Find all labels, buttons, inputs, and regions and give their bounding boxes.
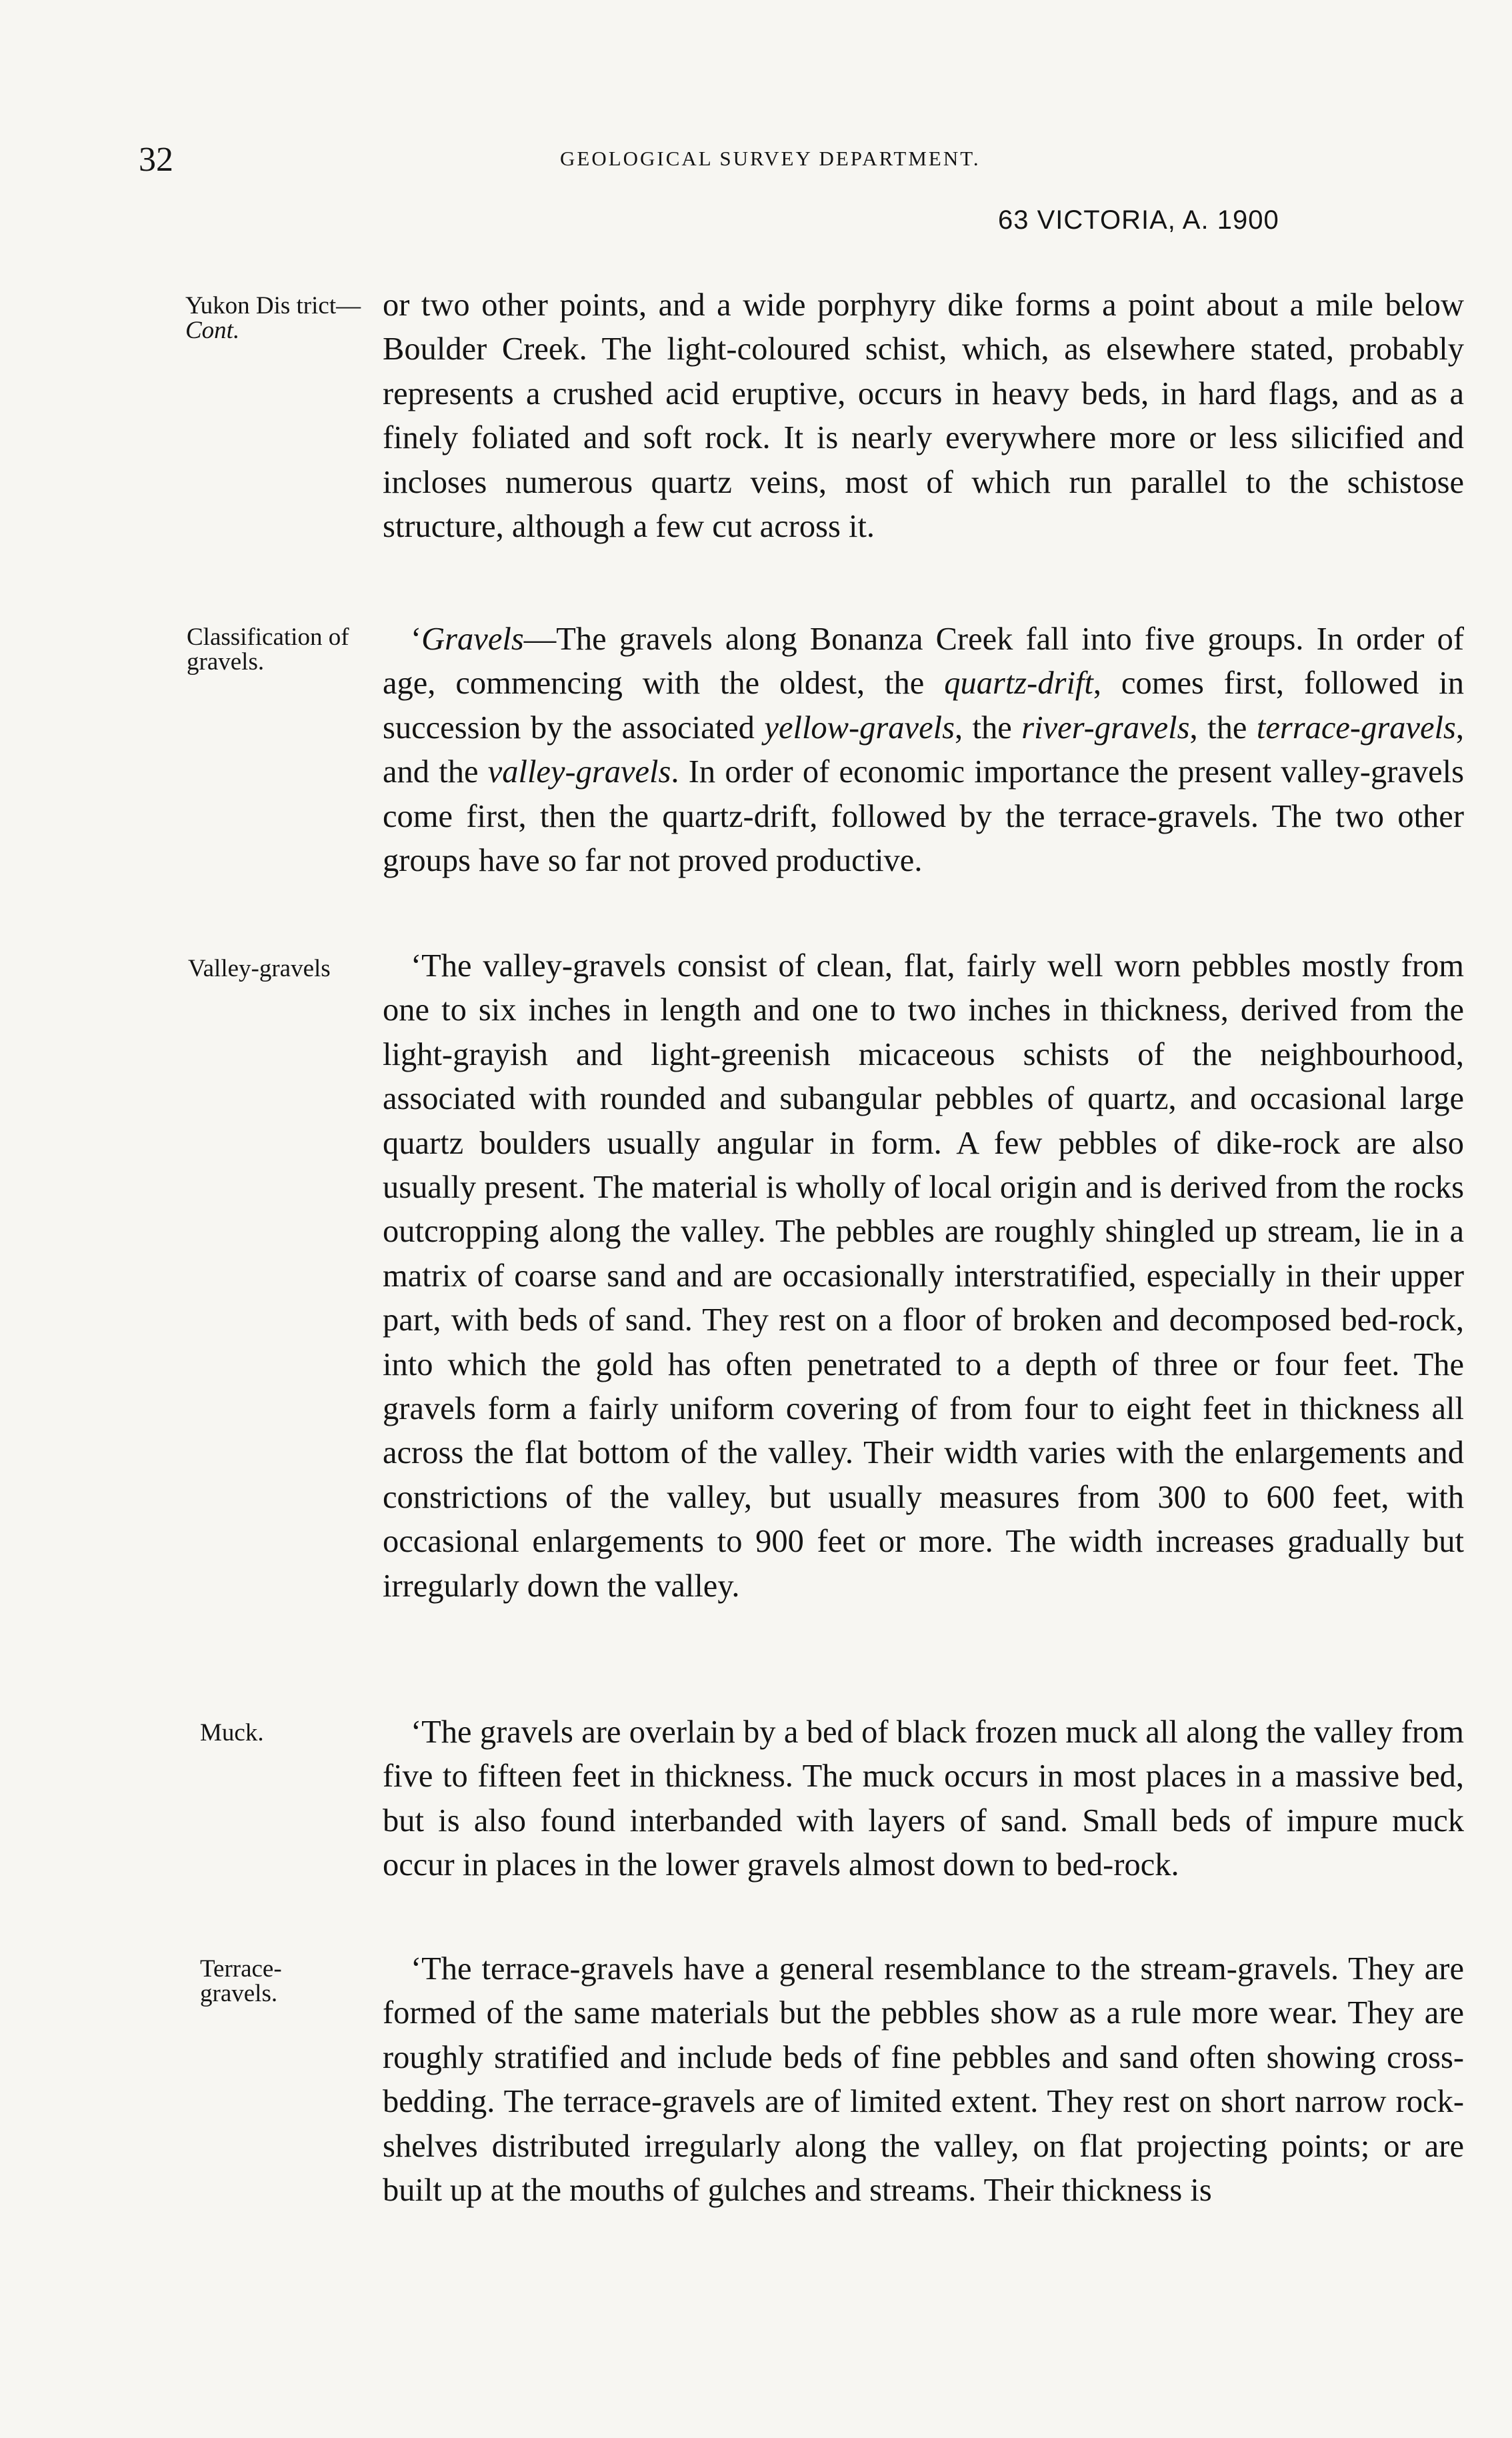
session-label: 63 VICTORIA, A. 1900 <box>998 205 1279 235</box>
term-yellow-gravels: yellow-gravels <box>764 710 955 746</box>
margin-note-classification: Classification of gravels. <box>187 624 349 676</box>
margin-note-muck: Muck. <box>200 1719 264 1746</box>
open-quote: ‘ <box>411 622 422 657</box>
term-terrace-gravels: terrace-gravels <box>1256 710 1456 746</box>
margin-note-yukon <box>185 293 392 343</box>
term-quartz-drift: quartz-drift <box>944 666 1093 702</box>
margin-note-yukon-text: Yukon Dis trict— <box>185 292 361 319</box>
margin-note-terrace-gravels: Terrace-gravels. <box>200 1955 282 2007</box>
paragraph-muck: ‘The gravels are overlain by a bed of black frozen muck all along the valley from five to fifteen feet in thickness. The muck occurs in most places in a massive bed, but is also found interbanded with layers of sand. Small beds of impure muck occur in places in the lower gravels almost down to bed-rock. <box>383 1714 1464 1883</box>
text-run: —The gravels along Bonanza Creek fall into five groups. In order of age, commencing with the oldest, the <box>383 622 1464 702</box>
paragraph-continued: or two other points, and a wide porphyry dike forms a point about a mile below Boulder Creek. The light-coloured schist, which, as elsewhere stated, probably represents a crushed acid eruptive, occurs in heavy beds, in hard flags, and as a finely foliated and soft rock. It is nearly everywhere more or less silicified and incloses numerous quartz veins, most of which run parallel to the schistose structure, although a few cut across it. <box>383 287 1464 545</box>
paragraph-valley-gravels: ‘The valley-gravels consist of clean, flat, fairly well worn pebbles mostly from one to six inches in length and one to two inches in thickness, derived from the light-grayish and light-greenish micaceous schists of the neighbourhood, associated with rounded and subangular pebbles of quartz, and occasional large quartz boulders usually angular in form. A few pebbles of dike-rock are also usually present. The material is wholly of local origin and is derived from the rocks outcropping along the valley. The pebbles are roughly shingled up stream, lie in a matrix of coarse sand and are occasionally interstratified, especially in their upper part, with beds of sand. They rest on a floor of broken and decomposed bed-rock, into which the gold has often penetrated to a depth of three or four feet. The gravels form a fairly uniform covering of from four to eight feet in thickness all across the flat bottom of the valley. Their width varies with the enlargements and constrictions of the valley, but usually measures from 300 to 600 feet, with occasional enlargements to 900 feet or more. The width increases gradually but irregularly down the valley. <box>383 948 1464 1604</box>
margin-note-valley-gravels: Valley-gravels <box>188 955 331 982</box>
text-run: , the <box>954 710 1022 746</box>
text-run: , and the <box>383 710 1464 790</box>
paragraph-classification <box>383 618 1464 883</box>
paragraph-terrace-gravels: ‘The terrace-gravels have a general resemblance to the stream-gravels. They are formed of the same materials but the pebbles show as a rule more wear. They are roughly stratified and include beds of fine pebbles and sand often showing cross-bedding. The terrace-gravels are of limited extent. They rest on short narrow rock-shelves distributed irregularly along the valley, on flat projecting points; or are built up at the mouths of gulches and streams. Their thickness is <box>383 1951 1464 2209</box>
term-valley-gravels: valley-gravels <box>487 754 671 790</box>
margin-note-yukon-cont: Cont. <box>185 317 240 344</box>
term-gravels: Gravels <box>421 622 524 657</box>
text-run: . In order of economic importance the present valley-gravels come first, then the quartz-drift, followed by the terrace-gravels. The two other groups have so far not proved productive. <box>383 754 1464 879</box>
page-number: 32 <box>139 141 173 179</box>
running-title: GEOLOGICAL SURVEY DEPARTMENT. <box>560 147 981 170</box>
text-run: , comes first, followed in succession by the associated <box>383 666 1465 746</box>
term-river-gravels: river-gravels <box>1021 710 1190 746</box>
text-run: , the <box>1189 710 1257 746</box>
